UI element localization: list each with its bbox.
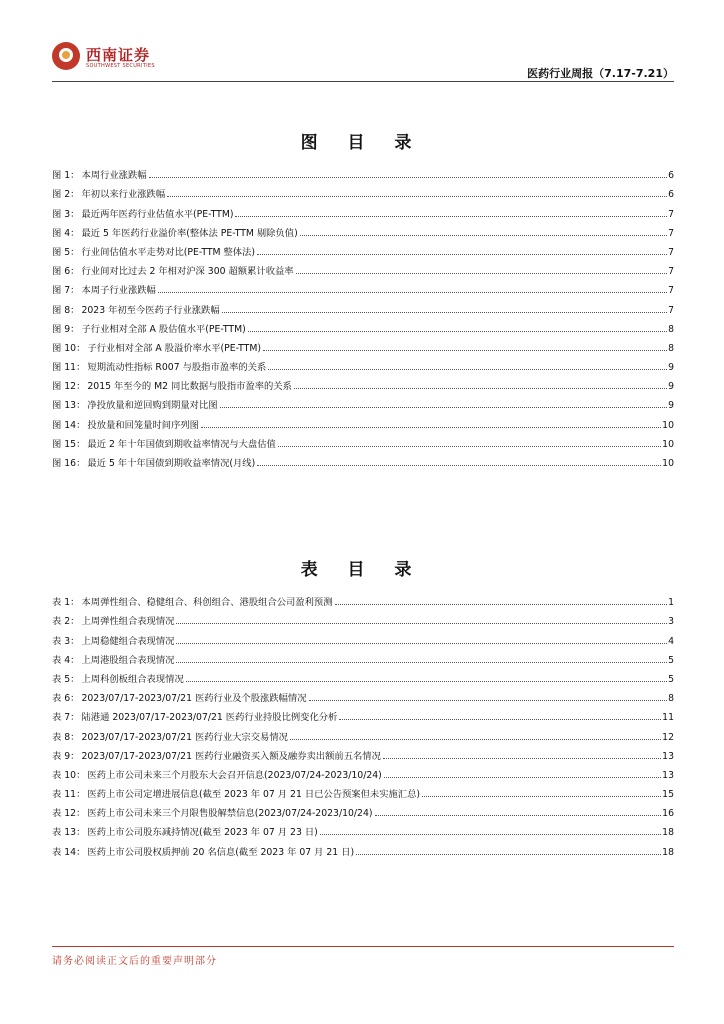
- table-entry-leader: [375, 814, 662, 816]
- figure-entry-page: 7: [668, 304, 674, 316]
- table-entry-label: 表 12：: [52, 808, 86, 820]
- figure-entry-leader: [296, 272, 667, 274]
- table-entry[interactable]: [52, 723, 674, 742]
- figure-entry-page: 9: [668, 400, 674, 412]
- table-entry-label: 表 11：: [52, 789, 86, 801]
- figure-entry-page: 7: [668, 266, 674, 278]
- logo-company-name-en: SOUTHWEST SECURITIES: [86, 63, 155, 69]
- table-entry-page: 13: [662, 769, 674, 781]
- figure-entry-title: 最近 2 年十年国债到期收益率情况与大盘估值: [87, 438, 276, 450]
- figure-entry-label: 图 13：: [52, 400, 86, 412]
- figure-entry-page: 7: [668, 246, 674, 258]
- table-entry-leader: [176, 642, 667, 644]
- figure-entry-title: 年初以来行业涨跌幅: [81, 189, 166, 201]
- report-title: 医药行业周报（7.17-7.21）: [527, 67, 674, 80]
- table-entry-page: 12: [662, 731, 674, 743]
- table-entry-title: 医药上市公司股东减持情况(截至 2023 年 07 月 23 日): [87, 827, 318, 839]
- table-entry[interactable]: [52, 627, 674, 646]
- figure-entry-title: 子行业相对全部 A 股溢价率水平(PE-TTM): [87, 342, 261, 354]
- figure-entry[interactable]: [52, 316, 674, 335]
- figure-entry-page: 9: [668, 381, 674, 393]
- figures-toc-heading: 图 目 录: [300, 133, 424, 153]
- table-entry-title: 上周港股组合表现情况: [81, 654, 175, 666]
- figure-entry-title: 净投放量和逆回购到期量对比图: [87, 400, 218, 412]
- figure-entry-title: 行业间对比过去 2 年相对沪深 300 超额累计收益率: [81, 266, 294, 278]
- figure-entry[interactable]: [52, 277, 674, 296]
- figure-entry-leader: [294, 387, 667, 389]
- figure-entry-title: 最近 5 年医药行业溢价率(整体法 PE-TTM 剔除负值): [81, 227, 298, 239]
- table-entry-title: 2023/07/17-2023/07/21 医药行业及个股涨跌幅情况: [81, 693, 307, 705]
- figure-entry-label: 图 5：: [52, 246, 80, 258]
- logo-emblem-icon: [52, 42, 80, 70]
- figure-entry[interactable]: [52, 373, 674, 392]
- table-entry[interactable]: [52, 781, 674, 800]
- figure-entry-leader: [278, 445, 661, 447]
- tables-toc-heading: 表 目 录: [300, 560, 424, 580]
- page-header: [52, 40, 674, 84]
- table-entry-page: 11: [662, 712, 674, 724]
- table-entry-leader: [335, 603, 668, 605]
- figure-entry-label: 图 11：: [52, 362, 86, 374]
- figure-entry-leader: [167, 195, 667, 197]
- table-entry-title: 医药上市公司未来三个月股东大会召开信息(2023/07/24-2023/10/24): [87, 769, 382, 781]
- figure-entry-label: 图 3：: [52, 208, 80, 220]
- table-entry-title: 上周稳健组合表现情况: [81, 635, 175, 647]
- figure-entry-title: 最近 5 年十年国债到期收益率情况(月线): [87, 458, 256, 469]
- figure-entry-title: 本周行业涨跌幅: [81, 170, 147, 182]
- table-entry-title: 医药上市公司未来三个月限售股解禁信息(2023/07/24-2023/10/24): [87, 808, 373, 820]
- figure-entry[interactable]: [52, 200, 674, 219]
- logo-company-name: 西南证券: [86, 46, 151, 64]
- table-entry-title: 医药上市公司定增进展信息(截至 2023 年 07 月 21 日已公告预案但未实施汇总): [87, 789, 421, 801]
- figure-entry-label: 图 15：: [52, 438, 86, 450]
- table-entry[interactable]: [52, 589, 674, 608]
- table-entry-leader: [383, 757, 661, 759]
- figure-entry-page: 6: [668, 189, 674, 201]
- table-entry-title: 陆港通 2023/07/17-2023/07/21 医药行业持股比例变化分析: [81, 712, 338, 724]
- figure-entry-label: 图 6：: [52, 266, 80, 278]
- figure-entry-label: 图 7：: [52, 285, 80, 297]
- table-entry-leader: [356, 853, 661, 855]
- figure-entry-label: 图 9：: [52, 323, 80, 335]
- figure-entry-leader: [222, 311, 667, 313]
- footer-divider: [52, 946, 674, 947]
- table-entry[interactable]: [52, 800, 674, 819]
- table-entry-page: 4: [668, 635, 674, 647]
- figure-entry-label: 图 1：: [52, 170, 80, 182]
- table-entry-label: 表 8：: [52, 731, 80, 743]
- table-entry-label: 表 10：: [52, 769, 86, 781]
- figure-entry-label: 图 4：: [52, 227, 80, 239]
- table-entry-label: 表 3：: [52, 635, 80, 647]
- figure-entry-title: 最近两年医药行业估值水平(PE-TTM): [81, 208, 234, 220]
- table-entry[interactable]: [52, 685, 674, 704]
- figure-entry-leader: [268, 368, 667, 370]
- table-entry-title: 上周弹性组合表现情况: [81, 616, 175, 628]
- figure-entry-title: 行业间估值水平走势对比(PE-TTM 整体法): [81, 246, 256, 258]
- table-entry-page: 18: [662, 827, 674, 839]
- table-entry-label: 表 13：: [52, 827, 86, 839]
- figure-entry[interactable]: [52, 239, 674, 258]
- figure-entry-page: 7: [668, 285, 674, 297]
- figure-entry-page: 6: [668, 170, 674, 182]
- table-entry-page: 5: [668, 654, 674, 666]
- figure-entry-page: 9: [668, 362, 674, 374]
- figure-entry[interactable]: [52, 392, 674, 411]
- table-entry-label: 表 1：: [52, 597, 80, 609]
- figure-entry-title: 2015 年至今的 M2 同比数据与股指市盈率的关系: [87, 381, 292, 393]
- table-entry-title: 2023/07/17-2023/07/21 医药行业大宗交易情况: [81, 731, 288, 743]
- table-entry-page: 13: [662, 750, 674, 762]
- table-entry-page: 3: [668, 616, 674, 628]
- table-entry-title: 本周弹性组合、稳健组合、科创组合、港股组合公司盈利预测: [81, 597, 333, 609]
- table-entry-label: 表 7：: [52, 712, 80, 724]
- table-entry-title: 医药上市公司股权质押前 20 名信息(截至 2023 年 07 月 21 日): [87, 846, 355, 858]
- figure-entry-leader: [300, 234, 667, 236]
- figure-entry[interactable]: [52, 181, 674, 200]
- table-entry-page: 16: [662, 808, 674, 820]
- disclaimer-notice: 请务必阅读正文后的重要声明部分: [52, 956, 217, 967]
- table-entry[interactable]: [52, 647, 674, 666]
- figure-entry-page: 10: [662, 438, 674, 450]
- table-entry-page: 1: [668, 597, 674, 609]
- figure-entry-title: 投放量和回笼量时间序列图: [87, 419, 199, 431]
- table-entry-leader: [176, 622, 667, 624]
- table-entry-label: 表 14：: [52, 846, 86, 858]
- figure-entry-title: 短期流动性指标 R007 与股指市盈率的关系: [87, 362, 267, 374]
- figure-entry-title: 本周子行业涨跌幅: [81, 285, 156, 297]
- table-entry-leader: [309, 699, 668, 701]
- table-entry-leader: [384, 776, 661, 778]
- figure-entry[interactable]: [52, 411, 674, 430]
- company-logo: [52, 40, 202, 76]
- table-entry-page: 15: [662, 789, 674, 801]
- figure-entry-leader: [158, 291, 667, 293]
- figure-entry-label: 图 12：: [52, 381, 86, 393]
- figure-entry-title: 子行业相对全部 A 股估值水平(PE-TTM): [81, 323, 246, 335]
- figure-entry-page: 10: [662, 458, 674, 469]
- table-entry-leader: [186, 680, 667, 682]
- table-entry-label: 表 2：: [52, 616, 80, 628]
- table-entry[interactable]: [52, 762, 674, 781]
- table-entry[interactable]: [52, 704, 674, 723]
- figure-entry-page: 8: [668, 323, 674, 335]
- table-entry[interactable]: [52, 838, 674, 857]
- tables-toc-list: [52, 589, 674, 858]
- figure-entry-page: 7: [668, 208, 674, 220]
- table-entry-label: 表 5：: [52, 673, 80, 685]
- figure-entry-leader: [149, 176, 668, 178]
- figure-entry-page: 7: [668, 227, 674, 239]
- figure-entry-leader: [257, 253, 667, 255]
- figure-entry-label: 图 10：: [52, 342, 86, 354]
- figure-entry-leader: [263, 349, 667, 351]
- table-entry-title: 2023/07/17-2023/07/21 医药行业融资买入额及融券卖出额前五名情况: [81, 750, 381, 762]
- figure-entry-leader: [235, 215, 667, 217]
- table-entry-leader: [320, 833, 661, 835]
- table-entry[interactable]: [52, 666, 674, 685]
- figure-entry-page: 8: [668, 342, 674, 354]
- table-entry-leader: [290, 738, 661, 740]
- table-entry-page: 8: [668, 693, 674, 705]
- figure-entry[interactable]: [52, 431, 674, 450]
- figure-entry-page: 10: [662, 419, 674, 431]
- table-entry-leader: [422, 795, 661, 797]
- table-entry[interactable]: [52, 608, 674, 627]
- figures-toc-list: [52, 162, 674, 469]
- table-entry-label: 表 4：: [52, 654, 80, 666]
- table-entry[interactable]: [52, 819, 674, 838]
- table-entry-page: 18: [662, 846, 674, 858]
- table-entry-label: 表 9：: [52, 750, 80, 762]
- table-entry-title: 上周科创板组合表现情况: [81, 673, 184, 685]
- figure-entry-leader: [201, 426, 661, 428]
- figure-entry-label: 图 14：: [52, 419, 86, 431]
- figure-entry-leader: [220, 406, 668, 408]
- figure-entry-leader: [248, 330, 667, 332]
- figure-entry[interactable]: [52, 162, 674, 181]
- figure-entry-label: 图 2：: [52, 189, 80, 201]
- figure-entry[interactable]: [52, 296, 674, 315]
- table-entry-page: 5: [668, 673, 674, 685]
- header-divider: [52, 81, 674, 82]
- figure-entry[interactable]: [52, 220, 674, 239]
- figure-entry[interactable]: [52, 335, 674, 354]
- table-entry[interactable]: [52, 743, 674, 762]
- figure-entry[interactable]: [52, 354, 674, 373]
- figure-entry[interactable]: [52, 450, 674, 469]
- figure-entry-label: 图 16：: [52, 458, 86, 469]
- figure-entry[interactable]: [52, 258, 674, 277]
- figure-entry-leader: [257, 464, 661, 466]
- table-entry-leader: [176, 661, 667, 663]
- figure-entry-title: 2023 年初至今医药子行业涨跌幅: [81, 304, 220, 316]
- figure-entry-label: 图 8：: [52, 304, 80, 316]
- table-entry-label: 表 6：: [52, 693, 80, 705]
- table-entry-leader: [339, 718, 661, 720]
